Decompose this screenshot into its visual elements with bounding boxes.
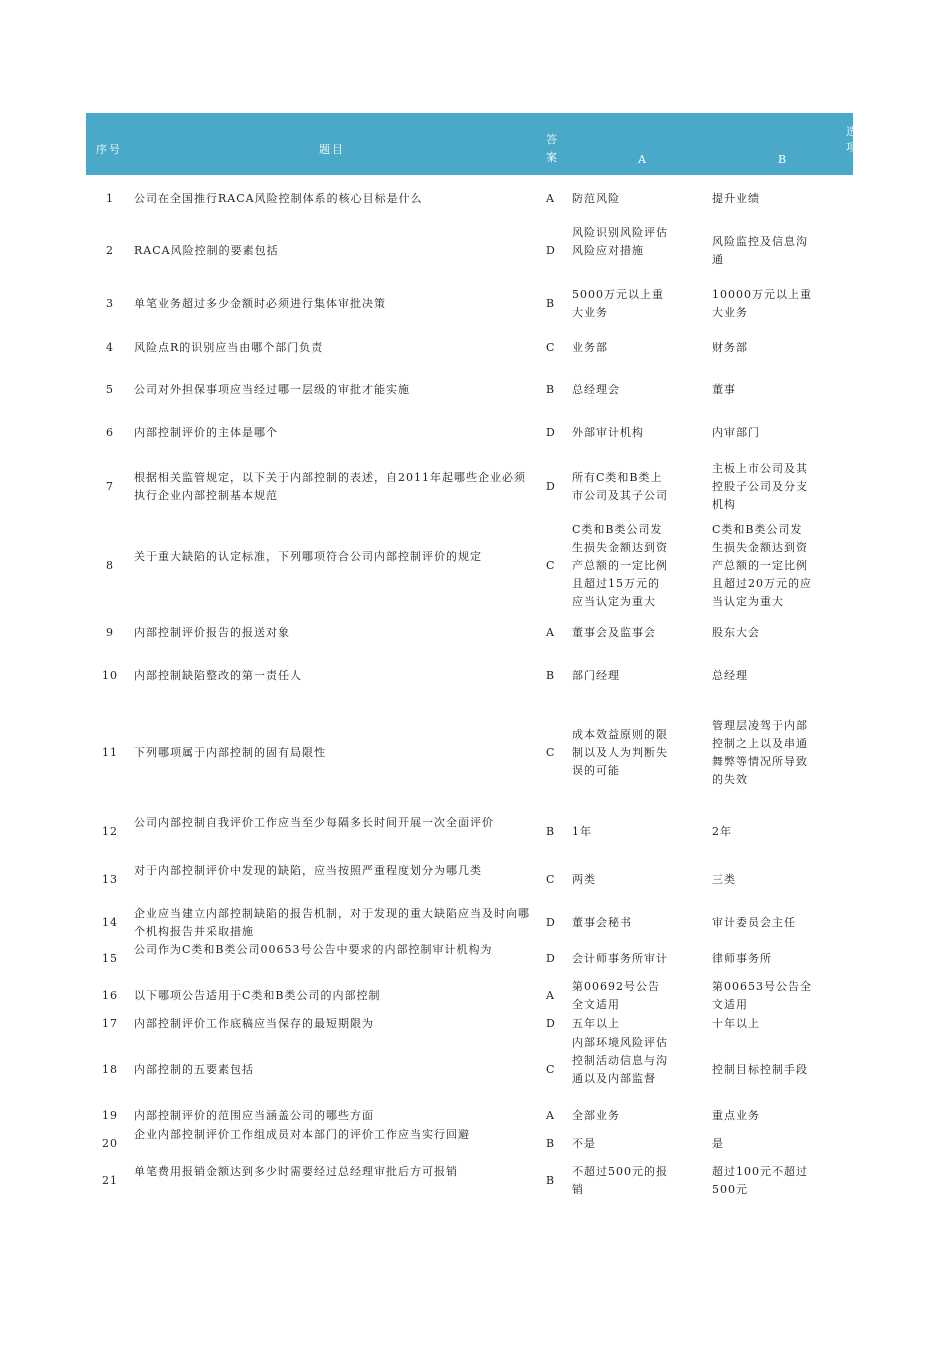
row-option-a: 五年以上 [572, 1017, 620, 1030]
row-option-b: 管理层凌驾于内部控制之上以及串通舞弊等情况所导致的失效 [712, 719, 808, 786]
row-option-b: 内审部门 [712, 426, 760, 439]
row-answer: D [546, 480, 556, 493]
row-number: 17 [102, 1017, 118, 1030]
row-option-a: 所有C类和B类上市公司及其子公司 [572, 471, 668, 502]
row-answer: A [546, 626, 555, 639]
row-answer: A [546, 192, 555, 205]
row-question: 内部控制评价的范围应当涵盖公司的哪些方面 [134, 1109, 374, 1122]
row-option-b: 提升业绩 [712, 192, 760, 205]
row-question: 风险点R的识别应当由哪个部门负责 [134, 341, 324, 354]
row-number: 13 [102, 873, 118, 886]
row-option-b: 重点业务 [712, 1109, 760, 1122]
row-question: 下列哪项属于内部控制的固有局限性 [134, 746, 326, 759]
row-number: 21 [102, 1174, 118, 1187]
row-option-a: 会计师事务所审计 [572, 952, 668, 965]
row-number: 15 [102, 952, 118, 965]
row-answer: D [546, 426, 556, 439]
row-option-b: C类和B类公司发生损失金额达到资产总额的一定比例且超过20万元的应当认定为重大 [712, 523, 812, 608]
row-option-b: 2年 [712, 825, 732, 838]
row-option-b: 超过100元不超过500元 [712, 1165, 808, 1196]
row-question: 根据相关监管规定，以下关于内部控制的表述，自2011年起哪些企业必须执行企业内部控制基本规范 [134, 471, 526, 502]
row-number: 20 [102, 1137, 118, 1150]
row-option-a: 风险识别风险评估风险应对措施 [572, 226, 668, 257]
row-number: 19 [102, 1109, 118, 1122]
row-option-a: 成本效益原则的限制以及人为判断失误的可能 [572, 728, 668, 777]
row-answer: B [546, 1174, 556, 1187]
header-number: 序号 [96, 143, 122, 156]
row-question: 企业内部控制评价工作组成员对本部门的评价工作应当实行回避 [134, 1128, 470, 1141]
row-question: 公司对外担保事项应当经过哪一层级的审批才能实施 [134, 383, 410, 396]
row-answer: B [546, 1137, 556, 1150]
row-question: 内部控制评价的主体是哪个 [134, 426, 278, 439]
row-question: 对于内部控制评价中发现的缺陷，应当按照严重程度划分为哪几类 [134, 864, 482, 877]
row-question: 关于重大缺陷的认定标准，下列哪项符合公司内部控制评价的规定 [134, 550, 482, 563]
row-answer: C [546, 341, 556, 354]
row-option-a: 不是 [572, 1137, 596, 1150]
row-answer: B [546, 383, 556, 396]
row-number: 18 [102, 1063, 118, 1076]
row-answer: D [546, 916, 556, 929]
row-option-b: 十年以上 [712, 1017, 760, 1030]
row-answer: C [546, 559, 556, 572]
row-option-a: 不超过500元的报销 [572, 1165, 668, 1196]
row-option-b: 三类 [712, 873, 736, 886]
row-question: 以下哪项公告适用于C类和B类公司的内部控制 [134, 989, 381, 1002]
row-question: 内部控制评价工作底稿应当保存的最短期限为 [134, 1017, 374, 1030]
row-option-a: 两类 [572, 873, 596, 886]
row-option-b: 股东大会 [712, 626, 760, 639]
row-option-b: 第00653号公告全文适用 [712, 980, 812, 1011]
row-option-b: 董事 [712, 383, 736, 396]
row-option-b: 是 [712, 1137, 724, 1150]
row-number: 16 [102, 989, 118, 1002]
row-option-b: 10000万元以上重大业务 [712, 288, 812, 319]
row-number: 7 [106, 480, 114, 493]
row-number: 3 [106, 297, 114, 310]
row-option-b: 财务部 [712, 341, 748, 354]
row-answer: B [546, 825, 556, 838]
row-answer: C [546, 873, 556, 886]
row-number: 11 [102, 746, 118, 759]
row-option-a: 部门经理 [572, 669, 620, 682]
row-question: 公司内部控制自我评价工作应当至少每隔多长时间开展一次全面评价 [134, 816, 494, 829]
header-option-b: B [778, 153, 789, 166]
row-answer: D [546, 244, 556, 257]
row-answer: D [546, 1017, 556, 1030]
row-option-a: 全部业务 [572, 1109, 620, 1122]
row-option-b: 控制目标控制手段 [712, 1063, 808, 1076]
row-option-b: 律师事务所 [712, 952, 772, 965]
row-option-b: 审计委员会主任 [712, 916, 796, 929]
row-number: 4 [106, 341, 114, 354]
row-option-a: C类和B类公司发生损失金额达到资产总额的一定比例且超过15万元的应当认定为重大 [572, 523, 668, 608]
row-option-a: 业务部 [572, 341, 608, 354]
row-question: RACA风险控制的要素包括 [134, 244, 279, 257]
row-option-b: 主板上市公司及其控股子公司及分支机构 [712, 462, 808, 511]
row-number: 10 [102, 669, 118, 682]
table-header [86, 113, 859, 175]
row-option-a: 第00692号公告全文适用 [572, 980, 660, 1011]
row-question: 内部控制的五要素包括 [134, 1063, 254, 1076]
row-number: 14 [102, 916, 118, 929]
row-answer: A [546, 1109, 555, 1122]
row-number: 2 [106, 244, 114, 257]
row-option-a: 外部审计机构 [572, 426, 644, 439]
row-number: 1 [106, 192, 114, 205]
row-answer: A [546, 989, 555, 1002]
row-answer: B [546, 297, 556, 310]
row-number: 12 [102, 825, 118, 838]
row-option-a: 董事会及监事会 [572, 626, 656, 639]
row-option-a: 内部环境风险评估控制活动信息与沟通以及内部监督 [572, 1036, 668, 1085]
row-number: 9 [106, 626, 114, 639]
row-question: 内部控制评价报告的报送对象 [134, 626, 290, 639]
row-option-b: 总经理 [712, 669, 748, 682]
row-option-a: 防范风险 [572, 192, 620, 205]
header-options: 选项 [846, 125, 859, 154]
row-question: 单笔业务超过多少金额时必须进行集体审批决策 [134, 297, 386, 310]
header-option-a: A [638, 153, 648, 166]
row-question: 单笔费用报销金额达到多少时需要经过总经理审批后方可报销 [134, 1165, 458, 1178]
row-number: 5 [106, 383, 114, 396]
row-question: 企业应当建立内部控制缺陷的报告机制，对于发现的重大缺陷应当及时向哪个机构报告并采取措施 [134, 907, 530, 938]
row-question: 内部控制缺陷整改的第一责任人 [134, 669, 302, 682]
header-question: 题目 [319, 143, 345, 156]
row-option-a: 1年 [572, 825, 592, 838]
row-answer: D [546, 952, 556, 965]
row-option-a: 5000万元以上重大业务 [572, 288, 664, 319]
row-number: 6 [106, 426, 114, 439]
row-number: 8 [106, 559, 114, 572]
row-answer: C [546, 746, 556, 759]
row-answer: C [546, 1063, 556, 1076]
header-answer: 答案 [546, 133, 559, 164]
row-option-b: 风险监控及信息沟通 [712, 235, 808, 266]
row-option-a: 董事会秘书 [572, 916, 632, 929]
row-option-a: 总经理会 [572, 383, 620, 396]
row-answer: B [546, 669, 556, 682]
row-question: 公司在全国推行RACA风险控制体系的核心目标是什么 [134, 192, 423, 205]
row-question: 公司作为C类和B类公司00653号公告中要求的内部控制审计机构为 [134, 943, 493, 956]
